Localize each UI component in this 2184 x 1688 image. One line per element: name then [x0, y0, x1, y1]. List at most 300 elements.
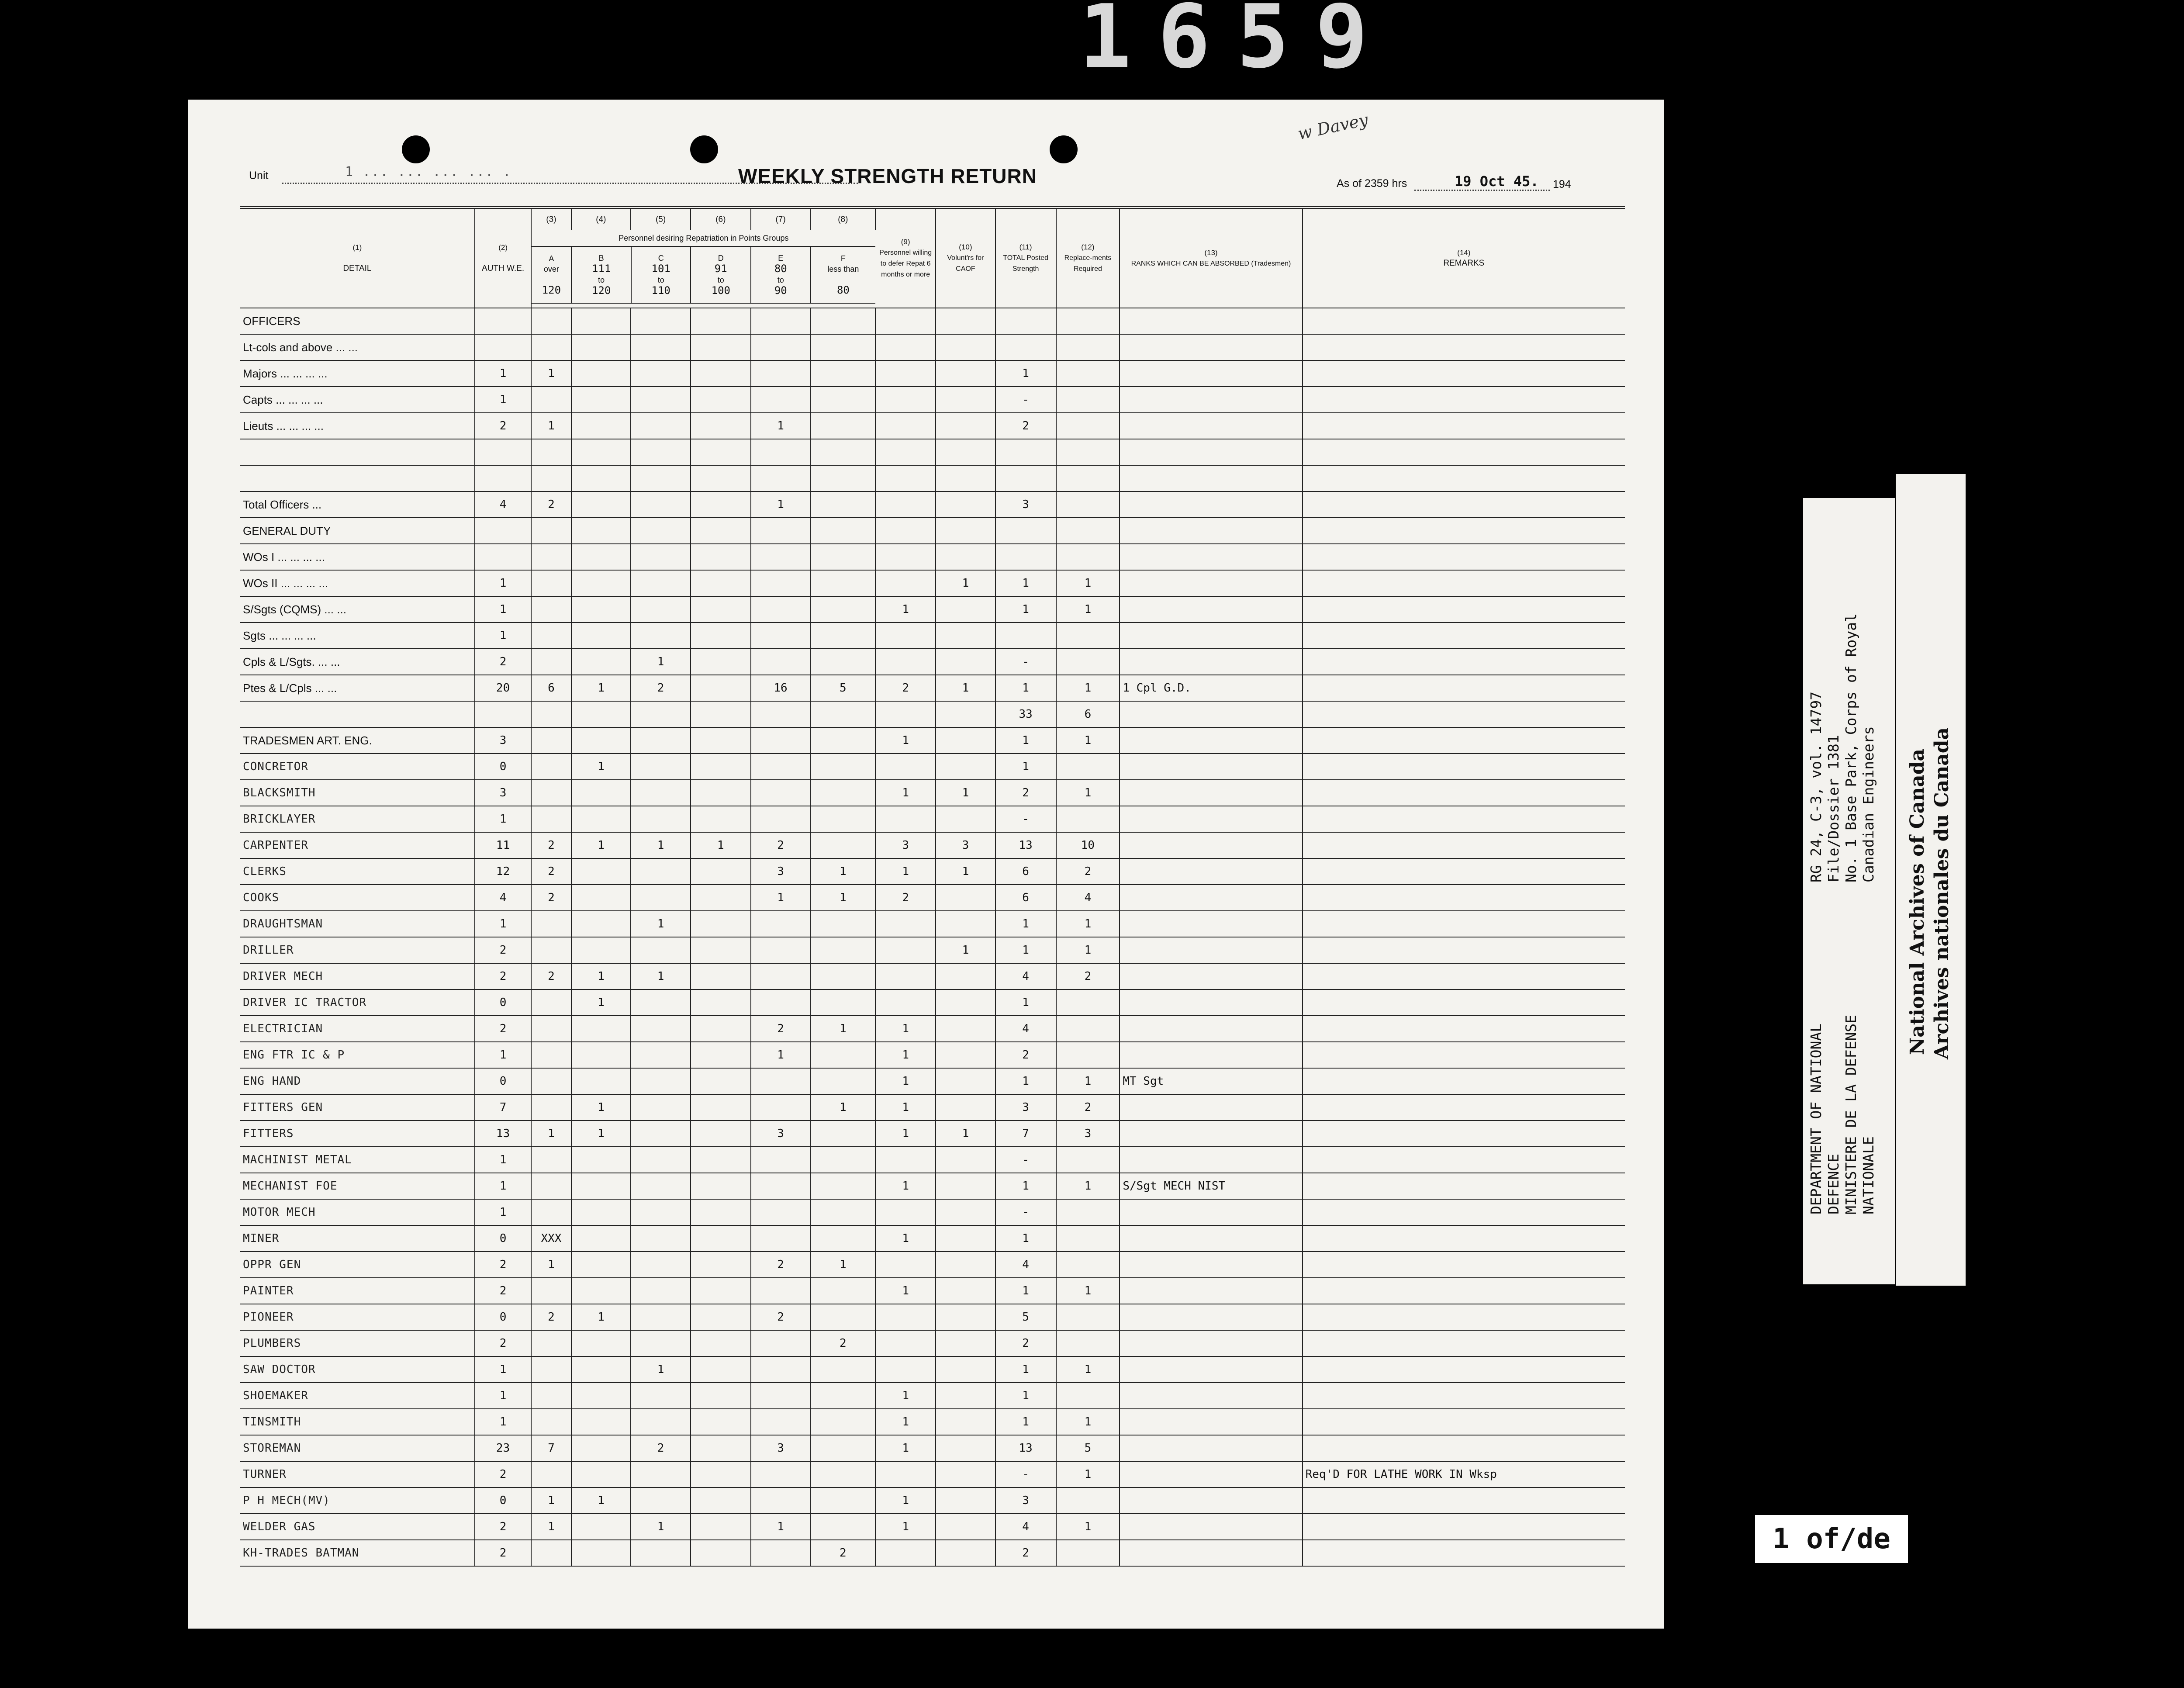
row-ranks: [1120, 1199, 1302, 1225]
row-value: [875, 544, 936, 570]
row-value: 1: [531, 413, 571, 439]
row-value: [810, 334, 875, 360]
row-value: [751, 1199, 811, 1225]
row-value: 1: [995, 1409, 1056, 1435]
row-ranks: [1120, 439, 1302, 465]
row-value: -: [995, 806, 1056, 832]
row-value: -: [995, 1461, 1056, 1487]
row-remark: [1303, 387, 1625, 413]
table-row: [240, 1409, 1625, 1435]
row-value: [531, 1409, 571, 1435]
row-value: [810, 387, 875, 413]
row-value: [936, 439, 995, 465]
archive-reference-card: [1803, 498, 1895, 1284]
row-value: [875, 754, 936, 780]
row-value: [571, 937, 631, 963]
row-detail: TRADESMEN ART. ENG.: [240, 727, 475, 754]
row-value: [936, 596, 995, 623]
row-value: [571, 649, 631, 675]
table-row: [240, 832, 1625, 858]
row-value: [691, 1514, 751, 1540]
row-detail: P H MECH(MV): [240, 1487, 475, 1514]
row-value: [1056, 465, 1120, 491]
row-value: [875, 701, 936, 727]
table-row: [240, 1461, 1625, 1487]
row-value: [936, 308, 995, 334]
row-value: [751, 649, 811, 675]
row-value: [875, 1461, 936, 1487]
row-value: [810, 413, 875, 439]
row-remark: [1303, 308, 1625, 334]
as-of-label: As of 2359 hrs: [1337, 177, 1407, 190]
row-detail: WOs I ... ... ... ...: [240, 544, 475, 570]
row-value: 7: [475, 1094, 532, 1121]
row-value: [875, 413, 936, 439]
row-value: 16: [751, 675, 811, 701]
row-value: 0: [475, 754, 532, 780]
row-value: [691, 1409, 751, 1435]
as-of-date: 19 Oct 45.: [1455, 173, 1539, 190]
row-value: [936, 1016, 995, 1042]
row-value: [631, 1461, 691, 1487]
row-value: 1: [875, 1487, 936, 1514]
row-detail: Lieuts ... ... ... ...: [240, 413, 475, 439]
row-value: [531, 780, 571, 806]
row-remark: [1303, 780, 1625, 806]
row-value: [810, 1199, 875, 1225]
row-value: [936, 1409, 995, 1435]
row-value: 23: [475, 1435, 532, 1461]
row-value: [691, 1356, 751, 1383]
row-value: 1: [875, 1094, 936, 1121]
row-value: [571, 570, 631, 596]
row-value: [475, 701, 532, 727]
row-ranks: [1120, 623, 1302, 649]
row-value: [691, 518, 751, 544]
row-value: [751, 1409, 811, 1435]
row-remark: [1303, 675, 1625, 701]
row-value: 3: [875, 832, 936, 858]
row-value: [631, 544, 691, 570]
row-value: 2: [631, 675, 691, 701]
row-remark: [1303, 544, 1625, 570]
row-detail: Total Officers ...: [240, 491, 475, 518]
table-row: [240, 754, 1625, 780]
row-ranks: [1120, 911, 1302, 937]
row-value: [1056, 649, 1120, 675]
row-value: [631, 413, 691, 439]
row-remark: [1303, 518, 1625, 544]
row-ranks: [1120, 334, 1302, 360]
table-row: [240, 1147, 1625, 1173]
row-ranks: [1120, 596, 1302, 623]
row-value: [751, 911, 811, 937]
row-value: 1: [875, 1409, 936, 1435]
row-value: [875, 465, 936, 491]
group-e: E 80 to 90: [751, 247, 811, 303]
row-ranks: MT Sgt: [1120, 1068, 1302, 1094]
row-value: [1056, 334, 1120, 360]
row-value: [875, 334, 936, 360]
row-value: [936, 885, 995, 911]
row-remark: [1303, 885, 1625, 911]
row-ranks: [1120, 649, 1302, 675]
row-value: 1: [475, 623, 532, 649]
row-value: [691, 1147, 751, 1173]
row-value: [631, 989, 691, 1016]
row-detail: BRICKLAYER: [240, 806, 475, 832]
row-ranks: [1120, 754, 1302, 780]
row-value: [1056, 308, 1120, 334]
row-value: [936, 806, 995, 832]
row-remark: [1303, 623, 1625, 649]
row-value: [691, 1540, 751, 1566]
row-value: [810, 570, 875, 596]
row-value: [936, 963, 995, 989]
row-value: [936, 623, 995, 649]
row-value: 1: [995, 1068, 1056, 1094]
row-value: 1: [475, 1356, 532, 1383]
row-value: 4: [475, 885, 532, 911]
row-value: [751, 360, 811, 387]
row-value: [691, 596, 751, 623]
archives-name-en: National Archives of Canada: [1906, 748, 1928, 1055]
row-value: 1: [531, 1252, 571, 1278]
row-value: [751, 1068, 811, 1094]
row-value: [810, 465, 875, 491]
row-ranks: [1120, 780, 1302, 806]
row-value: 1: [995, 675, 1056, 701]
row-value: 1: [571, 754, 631, 780]
table-row: [240, 1252, 1625, 1278]
row-ranks: [1120, 806, 1302, 832]
row-remark: [1303, 360, 1625, 387]
row-value: 2: [995, 1330, 1056, 1356]
row-value: 1: [875, 1278, 936, 1304]
row-value: 4: [995, 1514, 1056, 1540]
row-value: [995, 334, 1056, 360]
punch-hole: [690, 135, 718, 163]
row-value: 1: [810, 858, 875, 885]
row-value: 1: [936, 937, 995, 963]
row-value: [1056, 518, 1120, 544]
row-value: [995, 518, 1056, 544]
punch-hole: [1050, 135, 1078, 163]
row-value: 1: [531, 360, 571, 387]
row-detail: PAINTER: [240, 1278, 475, 1304]
row-value: 1: [475, 1409, 532, 1435]
row-value: [691, 334, 751, 360]
row-detail: WELDER GAS: [240, 1514, 475, 1540]
row-detail: [240, 439, 475, 465]
row-detail: MACHINIST METAL: [240, 1147, 475, 1173]
row-value: 20: [475, 675, 532, 701]
row-value: 1: [875, 780, 936, 806]
row-value: [995, 308, 1056, 334]
row-remark: [1303, 439, 1625, 465]
row-value: 1: [475, 596, 532, 623]
row-value: [810, 727, 875, 754]
col-remarks-header: (14) REMARKS: [1303, 208, 1625, 308]
row-value: [1056, 806, 1120, 832]
row-value: [936, 465, 995, 491]
row-value: [1056, 387, 1120, 413]
row-value: 1: [1056, 1356, 1120, 1383]
row-value: [995, 439, 1056, 465]
row-detail: [240, 465, 475, 491]
row-value: 1: [531, 1514, 571, 1540]
row-value: [875, 937, 936, 963]
row-remark: Req'D FOR LATHE WORK IN Wksp: [1303, 1461, 1625, 1487]
row-value: 0: [475, 1068, 532, 1094]
row-value: 1: [995, 1225, 1056, 1252]
row-value: 2: [531, 832, 571, 858]
row-value: [691, 989, 751, 1016]
row-ranks: [1120, 1278, 1302, 1304]
row-value: [810, 701, 875, 727]
row-value: [631, 1121, 691, 1147]
row-value: [751, 989, 811, 1016]
table-row: [240, 439, 1625, 465]
row-value: [631, 308, 691, 334]
row-ranks: [1120, 937, 1302, 963]
row-value: [936, 1487, 995, 1514]
points-groups-header: [531, 230, 875, 308]
row-detail: S/Sgts (CQMS) ... ...: [240, 596, 475, 623]
row-value: 0: [475, 1487, 532, 1514]
row-value: 2: [751, 1252, 811, 1278]
row-value: [531, 1330, 571, 1356]
table-row: [240, 596, 1625, 623]
table-row: [240, 1514, 1625, 1540]
row-value: 2: [475, 937, 532, 963]
row-detail: CONCRETOR: [240, 754, 475, 780]
row-value: [631, 439, 691, 465]
row-detail: OFFICERS: [240, 308, 475, 334]
row-value: [631, 937, 691, 963]
row-value: [875, 1540, 936, 1566]
table-row: [240, 518, 1625, 544]
row-value: [571, 623, 631, 649]
row-value: [936, 334, 995, 360]
row-value: [475, 439, 532, 465]
row-value: [691, 544, 751, 570]
row-value: [810, 1383, 875, 1409]
row-value: [631, 1540, 691, 1566]
row-remark: [1303, 1304, 1625, 1330]
row-value: 1: [995, 360, 1056, 387]
row-remark: [1303, 937, 1625, 963]
row-value: 2: [475, 413, 532, 439]
group-a: A over 120: [532, 247, 571, 303]
row-value: [571, 1383, 631, 1409]
row-value: [936, 1199, 995, 1225]
row-value: 1: [475, 1199, 532, 1225]
row-value: [691, 675, 751, 701]
strength-table-body: [240, 308, 1625, 1566]
row-value: [531, 308, 571, 334]
row-value: [631, 1173, 691, 1199]
row-value: 1: [531, 1487, 571, 1514]
row-value: [751, 334, 811, 360]
row-remark: [1303, 1514, 1625, 1540]
row-value: 2: [531, 1304, 571, 1330]
row-detail: GENERAL DUTY: [240, 518, 475, 544]
row-value: [936, 1094, 995, 1121]
group-d: D 91 to 100: [691, 247, 751, 303]
row-value: 1: [875, 1068, 936, 1094]
row-value: 0: [475, 1304, 532, 1330]
row-value: [531, 1278, 571, 1304]
row-value: [691, 439, 751, 465]
row-value: [475, 465, 532, 491]
table-row: [240, 1435, 1625, 1461]
row-remark: [1303, 491, 1625, 518]
row-value: [810, 623, 875, 649]
row-value: [691, 360, 751, 387]
row-value: [691, 727, 751, 754]
table-row: [240, 780, 1625, 806]
row-value: 1: [631, 832, 691, 858]
row-value: [936, 518, 995, 544]
row-remark: [1303, 1278, 1625, 1304]
row-value: 2: [1056, 858, 1120, 885]
row-remark: [1303, 1487, 1625, 1514]
row-remark: [1303, 1199, 1625, 1225]
row-value: [531, 1016, 571, 1042]
row-value: [1056, 754, 1120, 780]
row-value: 2: [810, 1540, 875, 1566]
row-value: 1: [875, 1225, 936, 1252]
row-value: [751, 754, 811, 780]
row-value: [875, 1330, 936, 1356]
row-ranks: [1120, 387, 1302, 413]
row-remark: [1303, 754, 1625, 780]
row-ranks: [1120, 465, 1302, 491]
row-value: [691, 1199, 751, 1225]
row-value: [1056, 989, 1120, 1016]
file-reference: RG 24, C-3, vol. 14797 File/Dossier 1381 No. 1 Base Park, Corps of Royal Canadian Engineers: [1807, 613, 1877, 882]
row-value: [571, 1199, 631, 1225]
col-ranks-header: (13) RANKS WHICH CAN BE ABSORBED (Tradesmen): [1120, 208, 1302, 308]
row-remark: [1303, 1016, 1625, 1042]
row-ranks: [1120, 413, 1302, 439]
row-value: [1056, 1487, 1120, 1514]
row-value: [691, 570, 751, 596]
row-value: 4: [995, 1016, 1056, 1042]
row-value: [531, 1042, 571, 1068]
row-value: [571, 1330, 631, 1356]
row-value: [631, 1225, 691, 1252]
row-value: [810, 1409, 875, 1435]
row-value: 1: [995, 911, 1056, 937]
row-value: [631, 780, 691, 806]
row-value: [571, 334, 631, 360]
row-value: [936, 1356, 995, 1383]
row-value: [936, 1435, 995, 1461]
col-5-num: (5): [631, 208, 691, 230]
row-value: [751, 596, 811, 623]
row-value: [751, 623, 811, 649]
row-value: 1: [810, 885, 875, 911]
row-detail: ENG FTR IC & P: [240, 1042, 475, 1068]
row-detail: Majors ... ... ... ...: [240, 360, 475, 387]
row-value: [936, 387, 995, 413]
row-value: [875, 1304, 936, 1330]
row-value: [631, 570, 691, 596]
row-detail: Ptes & L/Cpls ... ...: [240, 675, 475, 701]
row-value: 3: [936, 832, 995, 858]
row-value: [571, 1147, 631, 1173]
row-ranks: [1120, 544, 1302, 570]
row-detail: DRIVER IC TRACTOR: [240, 989, 475, 1016]
row-value: [936, 360, 995, 387]
row-value: [810, 1278, 875, 1304]
row-value: [936, 911, 995, 937]
row-value: 2: [475, 649, 532, 675]
row-value: [631, 1252, 691, 1278]
row-value: [691, 491, 751, 518]
row-value: [1056, 1016, 1120, 1042]
row-value: [631, 1016, 691, 1042]
row-value: 0: [475, 1225, 532, 1252]
table-row: [240, 1487, 1625, 1514]
row-detail: DRILLER: [240, 937, 475, 963]
row-value: [631, 1199, 691, 1225]
row-value: [531, 1068, 571, 1094]
row-value: [751, 937, 811, 963]
row-value: 1: [1056, 675, 1120, 701]
row-detail: ENG HAND: [240, 1068, 475, 1094]
row-value: [571, 1278, 631, 1304]
row-value: [531, 439, 571, 465]
row-value: 1: [810, 1016, 875, 1042]
row-detail: DRAUGHTSMAN: [240, 911, 475, 937]
row-value: -: [995, 649, 1056, 675]
row-value: [691, 1121, 751, 1147]
row-value: [810, 1068, 875, 1094]
row-value: 2: [475, 1330, 532, 1356]
points-groups-title: Personnel desiring Repatriation in Points Groups: [532, 230, 875, 247]
row-value: [751, 1330, 811, 1356]
row-value: [875, 570, 936, 596]
row-value: 3: [995, 1094, 1056, 1121]
row-value: 1: [571, 1304, 631, 1330]
row-value: 1: [571, 1121, 631, 1147]
row-value: 5: [1056, 1435, 1120, 1461]
row-value: 1: [1056, 596, 1120, 623]
row-value: [1056, 1252, 1120, 1278]
row-detail: Sgts ... ... ... ...: [240, 623, 475, 649]
row-value: [1056, 1225, 1120, 1252]
table-row: [240, 623, 1625, 649]
row-remark: [1303, 334, 1625, 360]
row-value: 1: [571, 1487, 631, 1514]
row-value: [531, 570, 571, 596]
row-value: [691, 1461, 751, 1487]
dept-label: DEPARTMENT OF NATIONAL DEFENCE MINISTERE DE LA DEFENSE NATIONALE: [1807, 1015, 1877, 1214]
row-detail: Cpls & L/Sgts. ... ...: [240, 649, 475, 675]
row-value: [691, 885, 751, 911]
row-value: 1: [995, 989, 1056, 1016]
row-value: 3: [995, 491, 1056, 518]
group-b: B 111 to 120: [571, 247, 631, 303]
row-value: [751, 465, 811, 491]
row-value: [531, 911, 571, 937]
row-value: [631, 1487, 691, 1514]
row-value: [936, 544, 995, 570]
row-remark: [1303, 911, 1625, 937]
